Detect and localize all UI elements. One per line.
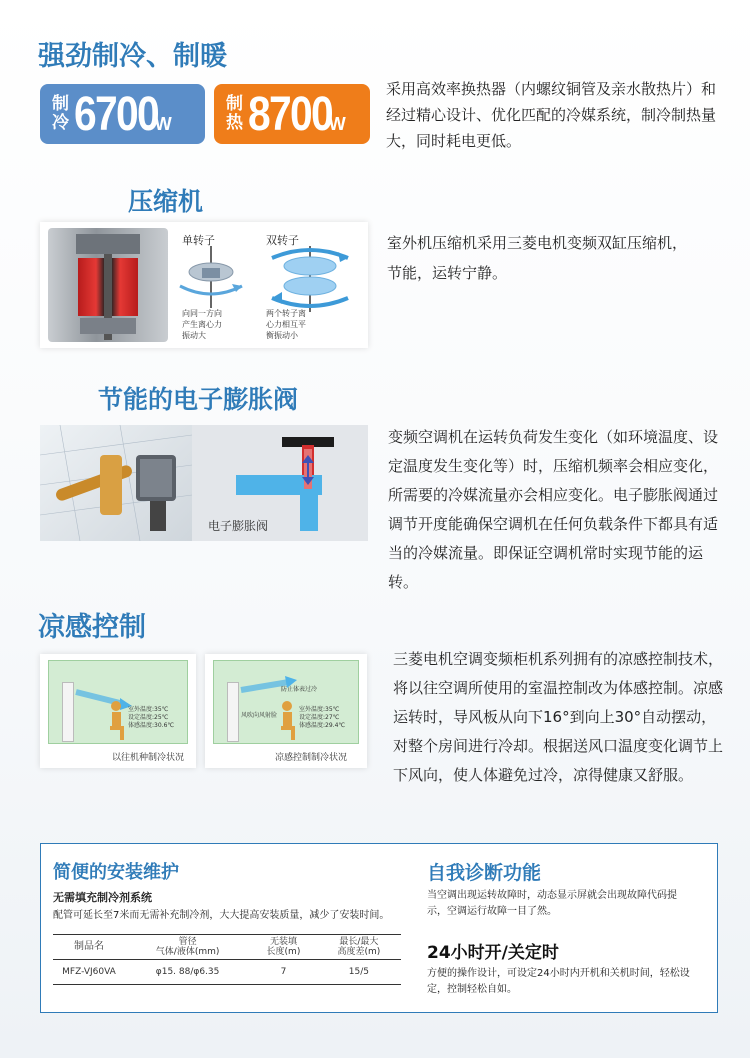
cooling-figure-control [205,654,367,768]
timer-text: 方便的操作设计，可设定24小时内开机和关机时间，轻松设定，控制轻松自如。 [427,968,690,995]
heating-capacity-unit: W [328,113,346,134]
control-readings: 室外温度:35℃ 设定温度:27℃ 体感温度:29.4℃ [299,706,346,729]
single-rotor-note: 向同一方向 产生离心力 振动大 [182,309,222,340]
section-title-performance: 强劲制冷、制暖 [38,41,227,72]
heating-capacity-value: 8700 [248,87,332,141]
section-title-valve: 节能的电子膨胀阀 [98,385,299,414]
features-box [40,843,718,1013]
control-caption: 凉感控制制冷状况 [275,753,348,763]
spec-table-header [53,935,401,960]
cooling-figure-conventional [40,654,196,768]
valve-caption: 电子膨胀阀 [208,519,269,533]
valve-text: 变频空调机在运转负荷发生变化（如环境温度、设定温度发生变化等）时，压缩机频率会相应变化，所需要的冷媒流量亦会相应变化。电子膨胀阀通过调节开度能确保空调机在任何负载条件下都具有适当的冷媒流量。即保证空调机常时实现节能的运转。 [388,428,719,591]
timer-title: 24小时开/关定时 [427,943,559,963]
diag-title: 自我诊断功能 [427,862,542,884]
person-icon [104,700,128,740]
cooling-text: 三菱电机空调变频柜机系列拥有的凉感控制技术，将以往空调所使用的室温控制改为体感控制。凉感运转时，导风板从向下16°到向上30°自动摆动，对整个房间进行冷却。根据送风口温度变化调节上下风向，使人体避免过冷，凉得健康又舒服。 [393,650,724,784]
col-length: 无装填 长度(m) [250,935,317,960]
compressor-figure [40,222,368,348]
compressor-cutaway-image [48,228,168,342]
cooling-capacity-badge [40,84,205,144]
intro-text: 采用高效率换热器（内螺纹铜管及亲水散热片）和经过精心设计、优化匹配的冷媒系统，制冷制热量大，同时耗电更低。 [386,80,717,150]
cell-height: 15/5 [317,960,401,985]
single-rotor-diagram [172,246,250,308]
install-title: 简便的安装维护 [53,862,179,883]
cell-pipe: φ15. 88/φ6.35 [125,960,250,985]
cooling-capacity-value: 6700 [74,87,158,141]
valve-photo [40,425,192,541]
spec-table [53,934,401,985]
col-height: 最长/最大 高度差(m) [317,935,401,960]
overcool-tag: 防止体表过冷 [281,686,318,693]
twin-rotor-label: 双转子 [266,234,299,247]
cooling-capacity-unit: W [154,113,172,134]
cell-length: 7 [250,960,317,985]
col-model: 制品名 [53,935,125,960]
cell-model: MFZ-VJ60VA [53,960,125,985]
conventional-readings: 室外温度:35℃ 设定温度:25℃ 体感温度:30.6℃ [128,706,175,729]
compressor-text: 室外机压缩机采用三菱电机变频双缸压缩机，节能，运转宁静。 [387,234,688,282]
twin-rotor-diagram [262,246,358,312]
airflow-tag: 风吹向风射脸 [241,712,278,719]
valve-diagram [192,425,368,541]
conventional-caption: 以往机种制冷状况 [112,753,185,763]
badge-label: 制 冷 [52,94,69,133]
install-subtitle: 无需填充制冷剂系统 [53,891,152,904]
heating-capacity-badge [214,84,370,144]
section-title-cooling: 凉感控制 [38,612,146,643]
badge-label: 制 热 [226,94,243,133]
twin-rotor-note: 两个转子离 心力相互平 衡振动小 [266,309,306,340]
person-icon [275,700,299,740]
table-row [53,960,401,985]
col-pipe: 管径 气体/液体(mm) [125,935,250,960]
valve-image [40,425,192,541]
single-rotor-label: 单转子 [182,234,215,247]
diag-text: 当空调出现运转故障时，动态显示屏就会出现故障代码提示，空调运行故障一目了然。 [427,890,677,917]
install-desc: 配管可延长至7米而无需补充制冷剂，大大提高安装质量，减少了安装时间。 [53,910,390,921]
section-title-compressor: 压缩机 [128,187,204,216]
